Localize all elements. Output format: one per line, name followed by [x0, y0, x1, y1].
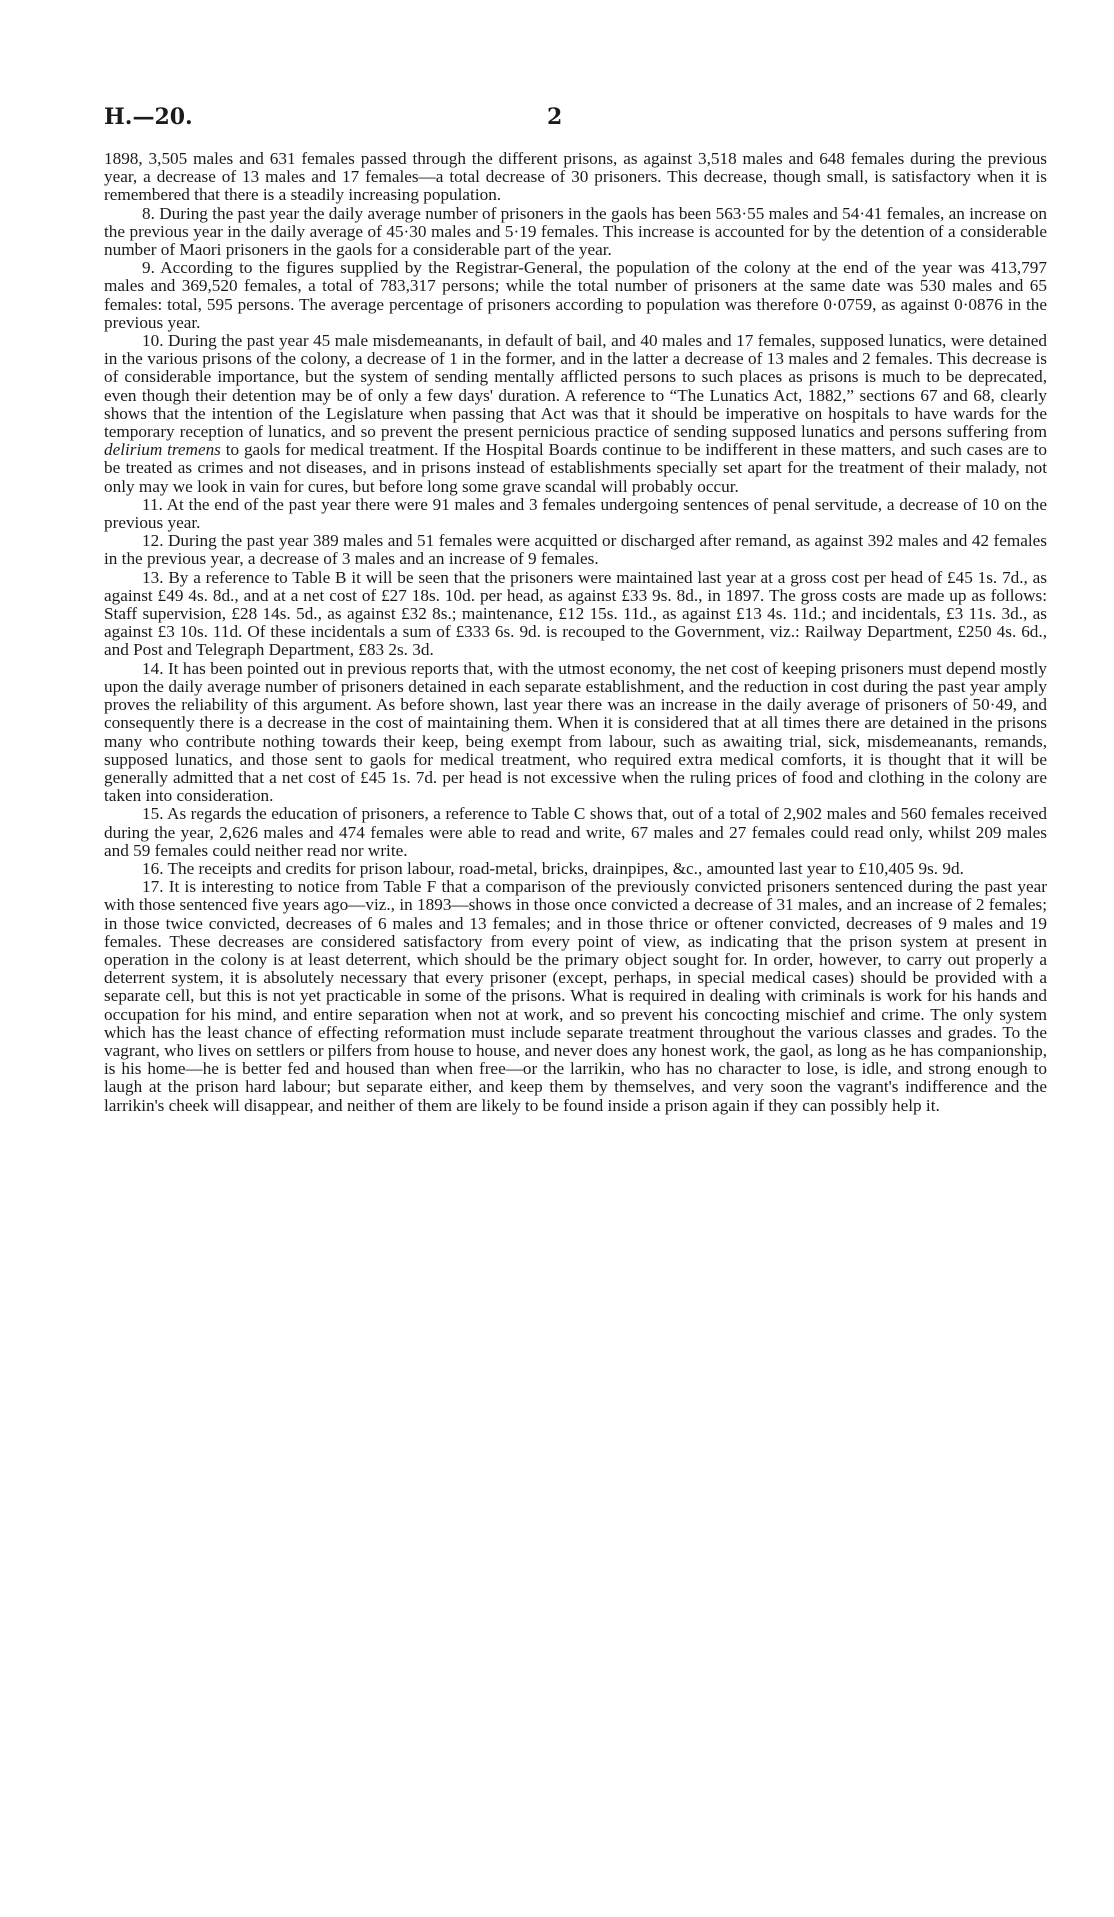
paragraph-9: 9. According to the figures supplied by the Registrar-General, the population of the colony at the end of the year was 413,797 males and 369,520 females, a total of 783,317 persons; while the total number of prisoners at the same date was 530 males and 65 females: total, 595 persons. The average percentage of prisoners according to population was therefore 0·0759, as against 0·0876 in the previous year.: [104, 258, 1047, 332]
paragraph-17: 17. It is interesting to notice from Table F that a comparison of the previously convicted prisoners sentenced during the past year with those sentenced five years ago—viz., in 1893—shows in those once convicted a decrease of 31 males, and an increase of 2 females; in those twice convicted, decreases of 6 males and 13 females; and in those thrice or oftener convicted, decreases of 9 males and 19 females. These decreases are considered satisfactory from every point of view, as indicating that the prison system at present in operation in the colony is at least deterrent, which should be the primary object sought for. In order, however, to carry out properly a deterrent system, it is absolutely necessary that every prisoner (except, perhaps, in special medical cases) should be provided with a separate cell, but this is not yet practicable in some of the prisons. What is required in dealing with criminals is work for his hands and occupation for his mind, and entire separation when not at work, and so prevent his concocting mischief and crime. The only system which has the least chance of effecting reformation must include separate treatment throughout the various classes and grades. To the vagrant, who lives on settlers or pilfers from house to house, and never does any honest work, the gaol, as long as he has companionship, is his home—he is better fed and housed than when free—or the larrikin, who has no character to lose, is idle, and strong enough to laugh at the prison hard labour; but separate either, and keep them by themselves, and very soon the vagrant's indifference and the larrikin's cheek will disappear, and neither of them are likely to be found inside a prison again if they can possibly help it.: [104, 877, 1047, 1115]
page-header: [104, 104, 1064, 138]
paragraph-10: [104, 332, 1047, 496]
paragraph-10-part-b: to gaols for medical treatment. If the Hospital Boards continue to be indifferent in these matters, and such cases are to be treated as crimes and not diseases, and in prisons instead of establishments specially set apart for the treatment of their malady, not only may we look in vain for cures, but before long some grave scandal will probably occur.: [104, 440, 1047, 496]
paragraph-16: 16. The receipts and credits for prison labour, road-metal, bricks, drainpipes, &c., amounted last year to £10,405 9s. 9d.: [142, 858, 964, 878]
report-body: [104, 150, 1047, 1115]
paragraph-11: 11. At the end of the past year there were 91 males and 3 females undergoing sentences of penal servitude, a decrease of 10 on the previous year.: [104, 494, 1047, 533]
paragraph-10-part-a: 10. During the past year 45 male misdemeanants, in default of bail, and 40 males and 17 females, supposed lunatics, were detained in the various prisons of the colony, a decrease of 1 in the former, and in the latter a decrease of 13 males and 2 females. This decrease is of considerable importance, but the system of sending mentally afflicted persons to such places as prisons is much to be deprecated, even though their detention may be of only a few days' duration. A reference to “The Lunatics Act, 1882,” sections 67 and 68, clearly shows that the intention of the Legislature when passing that Act was that it should be imperative on hospitals to have wards for the temporary reception of lunatics, and so prevent the present pernicious practice of sending supposed lunatics and persons suffering from: [104, 331, 1047, 442]
page-number: 2: [547, 104, 563, 130]
paragraph-8: 8. During the past year the daily average number of prisoners in the gaols has been 563·55 males and 54·41 females, an increase on the previous year in the daily average of 45·30 males and 5·19 females. This increase is accounted for by the detention of a considerable number of Maori prisoners in the gaols for a considerable part of the year.: [104, 203, 1047, 260]
paragraph-10-italic-term: delirium tremens: [104, 440, 221, 460]
paragraph-14: 14. It has been pointed out in previous reports that, with the utmost economy, the net cost of keeping prisoners must depend mostly upon the daily average number of prisoners detained in each separate establishment, and the reduction in cost during the past year amply proves the reliability of this argument. As before shown, last year there was an increase in the daily average of prisoners of 50·49, and consequently there is a decrease in the cost of maintaining them. When it is considered that at all times there are detained in the prisons many who contribute nothing towards their keep, being exempt from labour, such as awaiting trial, sick, misdemeanants, remands, supposed lunatics, and those sent to gaols for medical treatment, who required extra medical comforts, it is thought that it will be generally admitted that a net cost of £45 1s. 7d. per head is not excessive when the ruling prices of food and clothing in the colony are taken into consideration.: [104, 658, 1047, 806]
paragraph-continued: 1898, 3,505 males and 631 females passed through the different prisons, as against 3,518 males and 648 females during the previous year, a decrease of 13 males and 17 females—a total decrease of 30 prisoners. This decrease, though small, is satisfactory when it is remembered that there is a steadily increasing population.: [104, 149, 1047, 205]
paragraph-12: 12. During the past year 389 males and 51 females were acquitted or discharged after remand, as against 392 males and 42 females in the previous year, a decrease of 3 males and an increase of 9 females.: [104, 531, 1047, 569]
document-reference: H.—20.: [104, 104, 193, 130]
paragraph-13: 13. By a reference to Table B it will be seen that the prisoners were maintained last year at a gross cost per head of £45 1s. 7d., as against £49 4s. 8d., and at a net cost of £27 18s. 10d. per head, as against £33 9s. 8d., in 1897. The gross costs are made up as follows: Staff supervision, £28 14s. 5d., as against £32 8s.; maintenance, £12 15s. 11d., as against £13 4s. 11d.; and incidentals, £3 11s. 3d., as against £3 10s. 11d. Of these incidentals a sum of £333 6s. 9d. is recouped to the Government, viz.: Railway Department, £250 4s. 6d., and Post and Telegraph Department, £83 2s. 3d.: [104, 567, 1047, 660]
paragraph-15: 15. As regards the education of prisoners, a reference to Table C shows that, out of a total of 2,902 males and 560 females received during the year, 2,626 males and 474 females were able to read and write, 67 males and 27 females could read only, whilst 209 males and 59 females could neither read nor write.: [104, 804, 1047, 860]
